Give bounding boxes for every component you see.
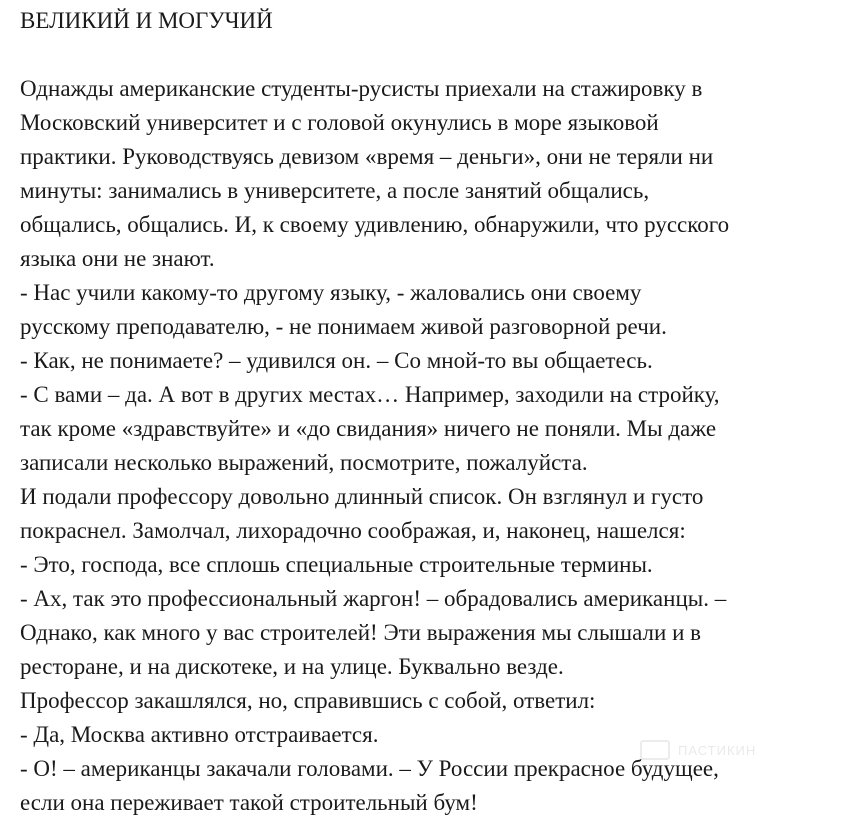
watermark-logo-icon bbox=[640, 740, 670, 760]
text-line: записали несколько выражений, посмотрите, пожалуйста. bbox=[20, 450, 588, 475]
text-line: Профессор закашлялся, но, справившись с собой, ответил: bbox=[20, 688, 596, 713]
text-line: - Да, Москва активно отстраивается. bbox=[20, 722, 379, 747]
text-line: - Это, господа, все сплошь специальные строительные термины. bbox=[20, 552, 653, 577]
text-line: практики. Руководствуясь девизом «время – деньги», они не теряли ни bbox=[20, 144, 714, 169]
text-line: И подали профессору довольно длинный список. Он взглянул и густо bbox=[20, 484, 704, 509]
text-line: так кроме «здравствуйте» и «до свидания» ничего не поняли. Мы даже bbox=[20, 416, 717, 441]
text-line: минуты: занимались в университете, а после занятий общались, bbox=[20, 178, 650, 203]
text-line: - С вами – да. А вот в других местах… Например, заходили на стройку, bbox=[20, 382, 720, 407]
watermark bbox=[640, 740, 756, 760]
document-body bbox=[20, 72, 856, 820]
blank-line bbox=[20, 38, 856, 72]
text-line: - О! – американцы закачали головами. – У России прекрасное будущее, bbox=[20, 756, 719, 781]
text-line: ресторане, и на дискотеке, и на улице. Буквально везде. bbox=[20, 654, 564, 679]
document-title: ВЕЛИКИЙ И МОГУЧИЙ bbox=[20, 8, 273, 33]
text-line: Московский университет и с головой окунулись в море языковой bbox=[20, 110, 659, 135]
text-line: Однако, как много у вас строителей! Эти выражения мы слышали и в bbox=[20, 620, 701, 645]
text-line: если она переживает такой строительный бум! bbox=[20, 790, 478, 815]
text-line: языка они не знают. bbox=[20, 246, 215, 271]
text-line: - Ах, так это профессиональный жаргон! – обрадовались американцы. – bbox=[20, 586, 727, 611]
text-line: - Нас учили какому-то другому языку, - жаловались они своему bbox=[20, 280, 642, 305]
watermark-text: ПАСТИКИН bbox=[678, 742, 757, 758]
document bbox=[20, 4, 856, 820]
text-line: покраснел. Замолчал, лихорадочно соображая, и, наконец, нашелся: bbox=[20, 518, 686, 543]
text-line: русскому преподавателю, - не понимаем живой разговорной речи. bbox=[20, 314, 667, 339]
text-line: - Как, не понимаете? – удивился он. – Со мной-то вы общаетесь. bbox=[20, 348, 653, 373]
text-line: Однажды американские студенты-русисты приехали на стажировку в bbox=[20, 76, 703, 101]
text-line: общались, общались. И, к своему удивлению, обнаружили, что русского bbox=[20, 212, 730, 237]
